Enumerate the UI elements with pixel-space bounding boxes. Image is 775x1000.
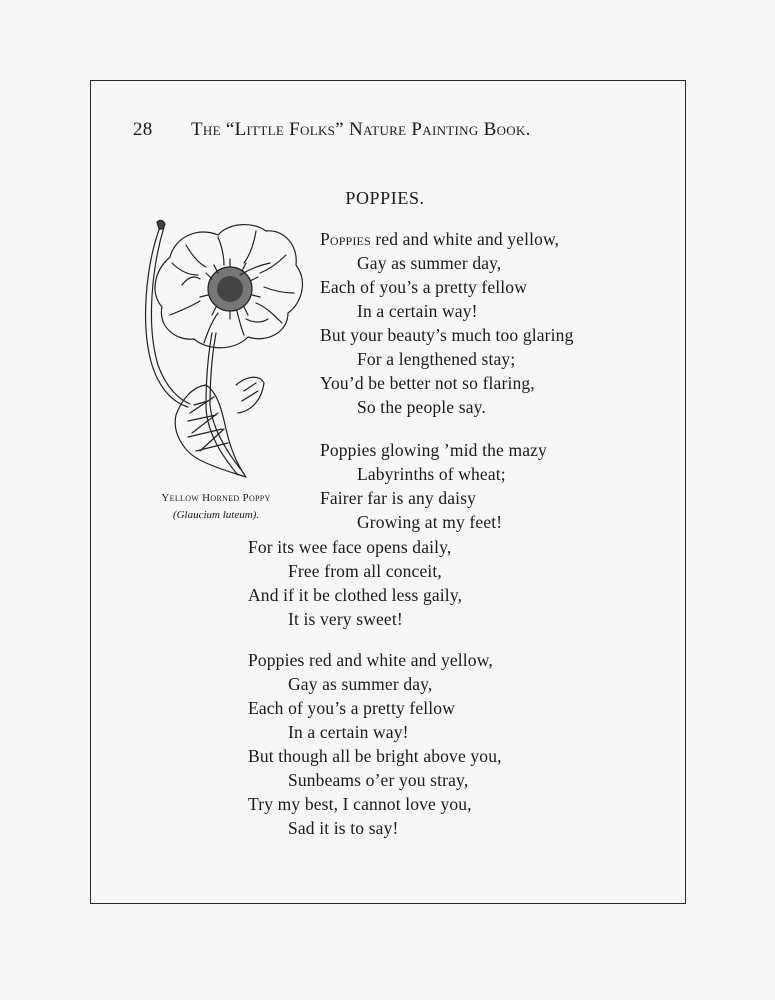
poem-line: Poppies red and white and yellow, <box>248 650 493 670</box>
poem-line: Each of you’s a pretty fellow <box>248 698 455 718</box>
poem-line: Gay as summer day, <box>288 674 433 694</box>
poem-line: Sunbeams o’er you stray, <box>288 770 469 790</box>
poem-line: Labyrinths of wheat; <box>357 464 506 484</box>
poem-line: In a certain way! <box>288 722 409 742</box>
poem-line: It is very sweet! <box>288 609 403 629</box>
poem-line: Each of you’s a pretty fellow <box>320 277 527 297</box>
poem-line: In a certain way! <box>357 301 478 321</box>
illustration-caption <box>136 490 296 524</box>
poppy-illustration-icon <box>126 215 308 487</box>
poem-line: You’d be better not so flaring, <box>320 373 535 393</box>
line-rest: red and white and yellow, <box>370 229 560 249</box>
poem-line: Try my best, I cannot love you, <box>248 794 472 814</box>
caption-latin-name: (Glaucium luteum). <box>172 509 260 521</box>
poem-line: Free from all conceit, <box>288 561 442 581</box>
poem-line: Gay as summer day, <box>357 253 502 273</box>
poem-line: For its wee face opens daily, <box>248 537 452 557</box>
poem-line: But though all be bright above you, <box>248 746 502 766</box>
caption-common-name: Yellow Horned Poppy <box>161 492 271 504</box>
poem-line: But your beauty’s much too glaring <box>320 325 574 345</box>
poem-line: So the people say. <box>357 397 486 417</box>
poem-line: Fairer far is any daisy <box>320 488 477 508</box>
poem-line: Sad it is to say! <box>288 818 399 838</box>
page-number: 28 <box>133 119 153 140</box>
poem-line: For a lengthened stay; <box>357 349 516 369</box>
drop-word: Poppies <box>320 229 371 249</box>
running-header <box>133 119 593 141</box>
poem-title: POPPIES. <box>345 188 425 208</box>
poem-line <box>320 229 559 250</box>
poem-line: And if it be clothed less gaily, <box>248 585 463 605</box>
running-title: The “Little Folks” Nature Painting Book. <box>191 119 531 140</box>
poem-line: Growing at my feet! <box>357 512 503 532</box>
poem-line: Poppies glowing ’mid the mazy <box>320 440 547 460</box>
